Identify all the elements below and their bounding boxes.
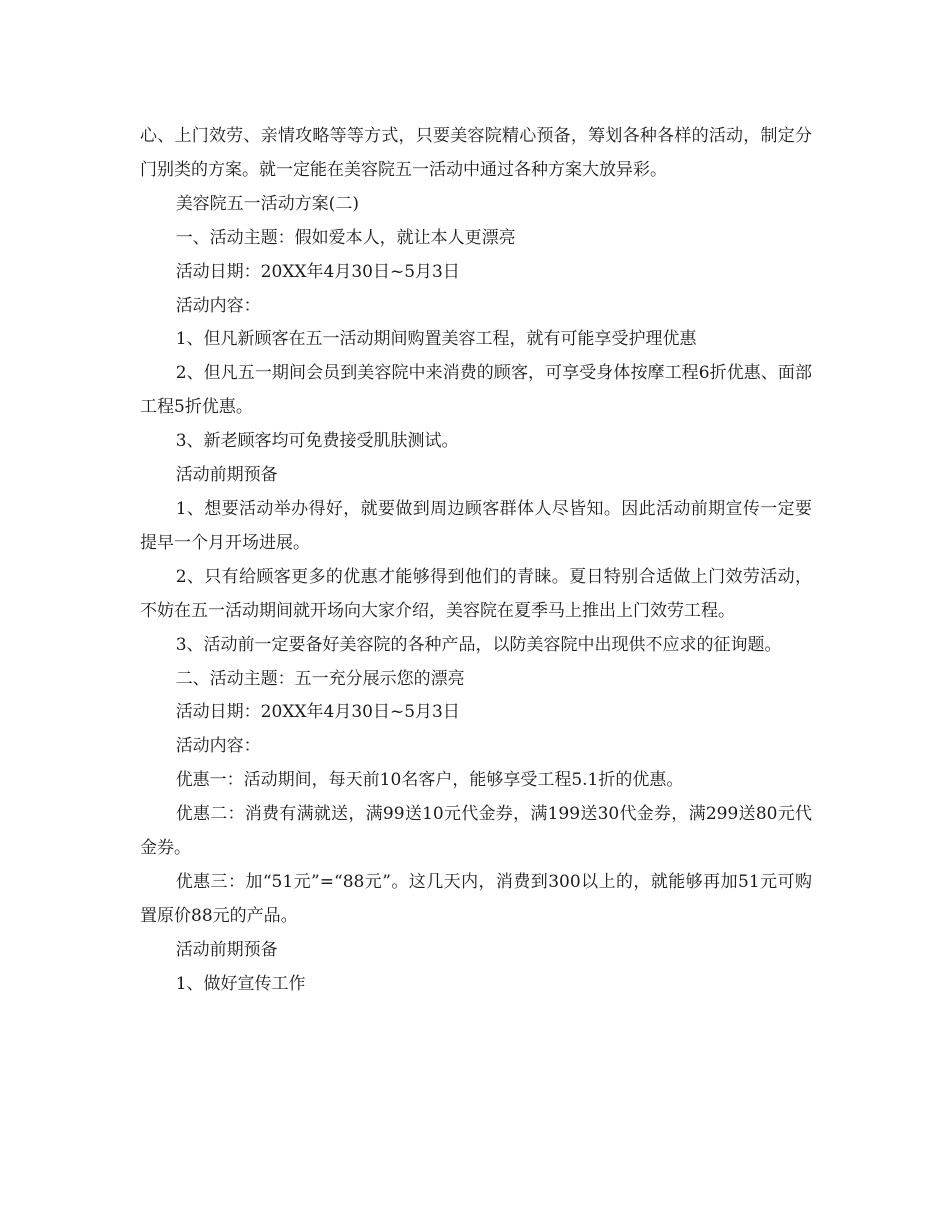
preparation-item-3: 3、活动前一定要备好美容院的各种产品，以防美容院中出现供不应求的征询题。 [175, 634, 782, 655]
theme-one-heading: 一、活动主题：假如爱本人，就让本人更漂亮 [175, 227, 516, 248]
content-item-2: 2、但凡五一期间会员到美容院中来消费的顾客，可享受身体按摩工程6折优惠、面部工程5折优惠。 [140, 363, 812, 418]
preparation-heading-one: 活动前期预备 [175, 465, 278, 486]
preparation-two-item-1: 1、做好宣传工作 [175, 973, 306, 994]
activity-date-two: 活动日期：20XX年4月30日~5月3日 [175, 702, 460, 723]
activity-date-one: 活动日期：20XX年4月30日~5月3日 [175, 261, 460, 282]
theme-two-heading: 二、活动主题：五一充分展示您的漂亮 [175, 668, 465, 689]
paragraph-continuation: 心、上门效劳、亲情攻略等等方式，只要美容院精心预备，筹划各种各样的活动，制定分门别类的方案。就一定能在美容院五一活动中通过各种方案大放异彩。 [140, 126, 812, 180]
preparation-heading-two: 活动前期预备 [175, 939, 278, 960]
activity-content-label-two: 活动内容： [175, 736, 261, 757]
activity-content-label-one: 活动内容： [175, 295, 261, 316]
section-title-plan-two: 美容院五一活动方案(二) [175, 193, 359, 214]
offer-two: 优惠二：消费有满就送，满99送10元代金券，满199送30代金券，满299送80元代金券。 [140, 804, 812, 859]
preparation-item-1: 1、想要活动举办得好，就要做到周边顾客群体人尽皆知。因此活动前期宣传一定要提早一个月开场进展。 [140, 498, 812, 553]
preparation-item-2: 2、只有给顾客更多的优惠才能够得到他们的青睐。夏日特别合适做上门效劳活动，不妨在五一活动期间就开场向大家介绍，美容院在夏季马上推出上门效劳工程。 [140, 566, 812, 621]
offer-three: 优惠三：加“51元”=“88元”。这几天内，消费到300以上的，就能够再加51元可购置原价88元的产品。 [140, 871, 812, 926]
offer-one: 优惠一：活动期间，每天前10名客户，能够享受工程5.1折的优惠。 [175, 770, 684, 791]
document-body [140, 120, 812, 1002]
content-item-3: 3、新老顾客均可免费接受肌肤测试。 [175, 431, 459, 452]
content-item-1: 1、但凡新顾客在五一活动期间购置美容工程，就有可能享受护理优惠 [175, 329, 697, 350]
